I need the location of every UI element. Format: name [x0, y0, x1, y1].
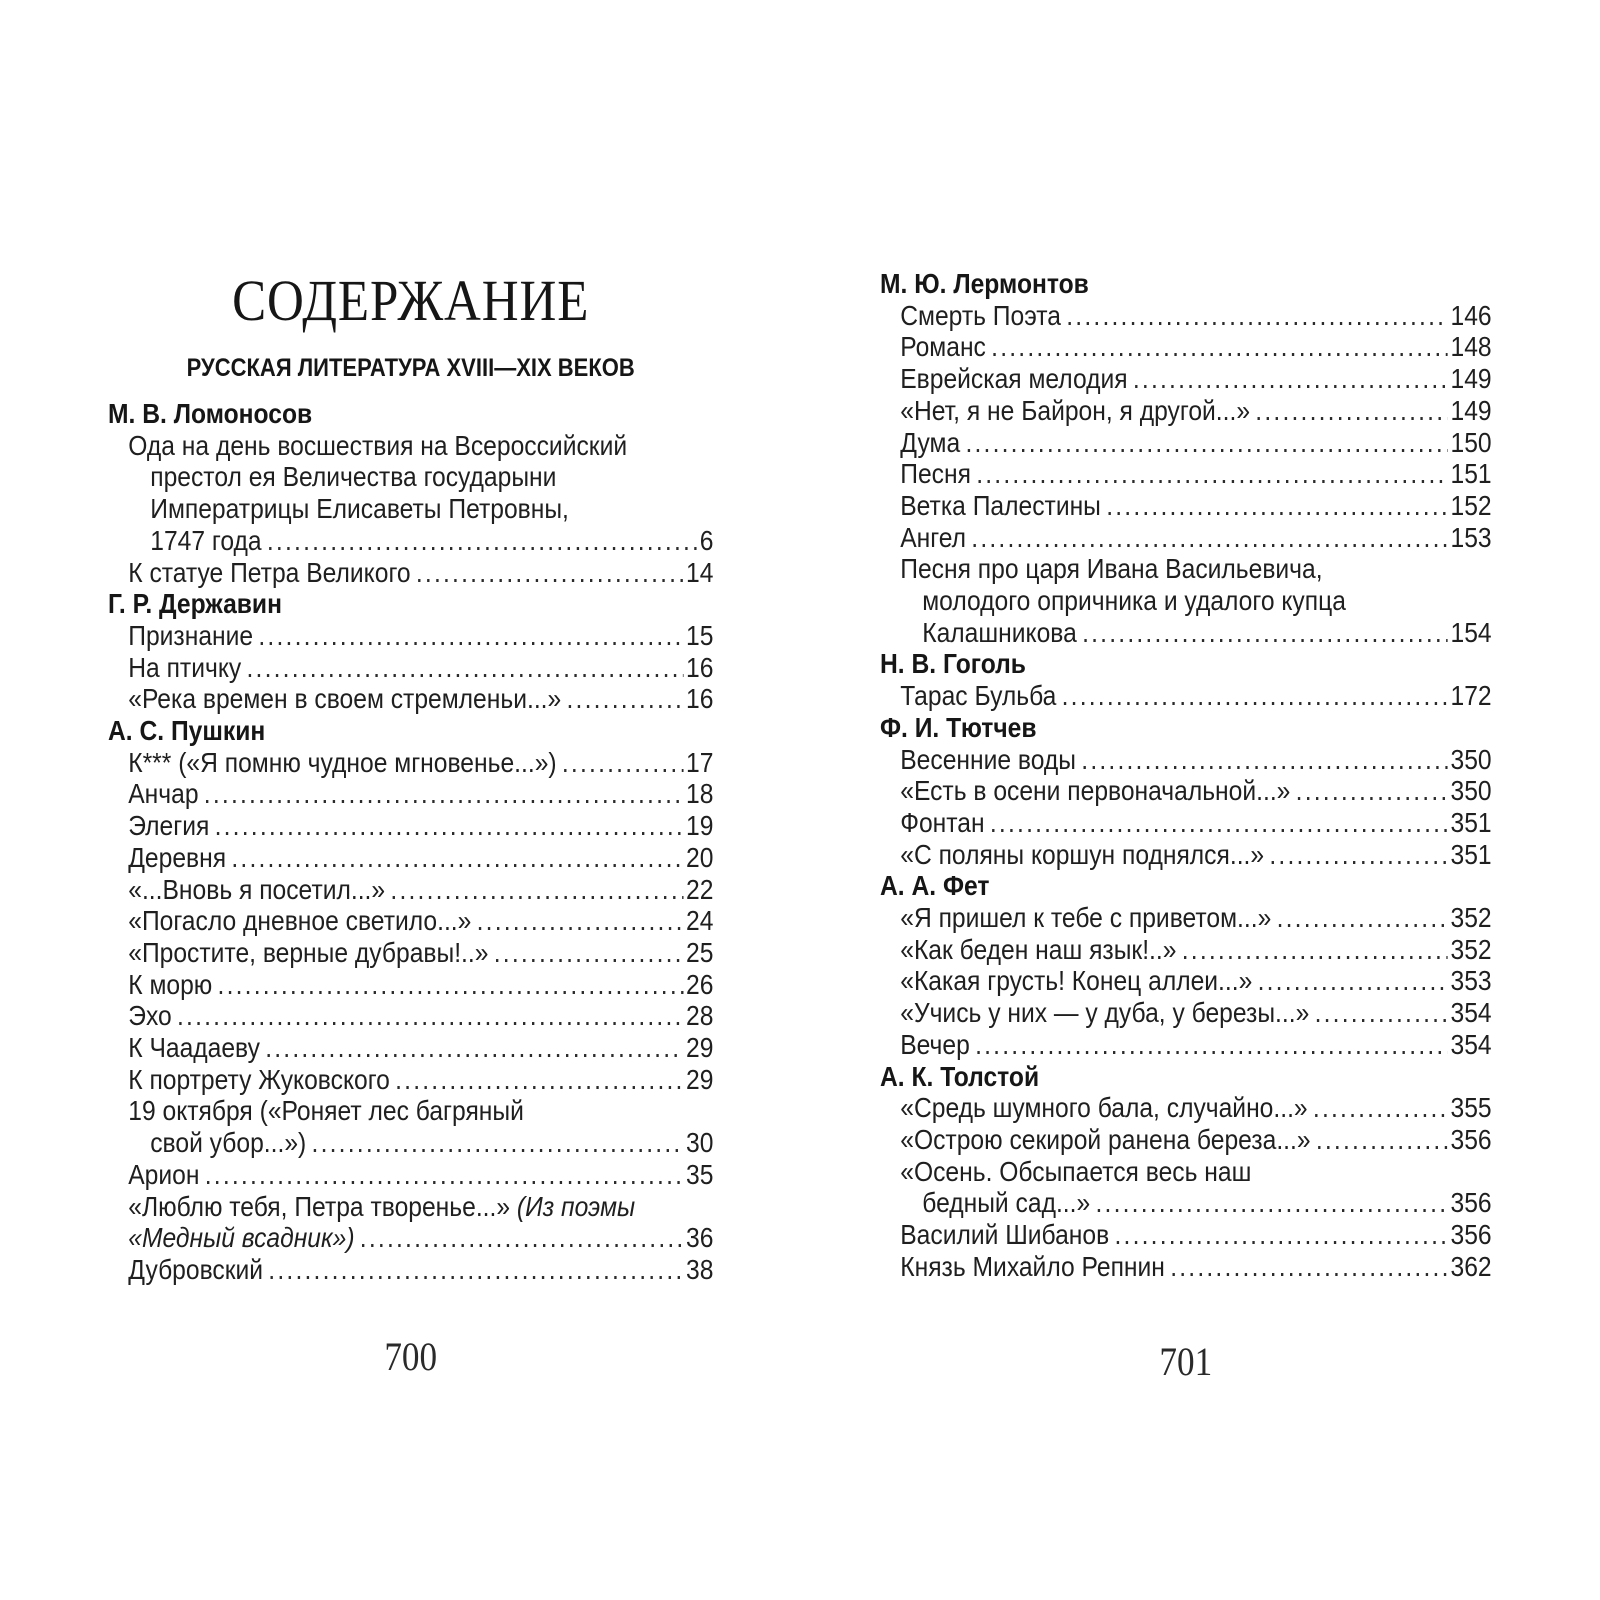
toc-entry-line: [108, 652, 713, 684]
toc-entry-line: [880, 395, 1492, 427]
toc-page-number: 20: [686, 841, 714, 873]
toc-entry-text: Анчар: [128, 778, 199, 810]
toc-entry-line: [108, 683, 713, 715]
toc-entry-line: [880, 934, 1492, 966]
dot-leader: [1170, 1251, 1448, 1283]
toc-entry-line: [108, 493, 713, 525]
toc-author-heading: М. Ю. Лермонтов: [880, 268, 1089, 299]
toc-list-right: [880, 268, 1492, 1283]
toc-entry-line: [880, 522, 1492, 554]
dot-leader: [1133, 363, 1448, 395]
dot-leader: [1316, 1124, 1448, 1156]
toc-entry-text: «Медный всадник»): [128, 1222, 355, 1254]
dot-leader: [312, 1127, 684, 1159]
page-number-right: 701: [1159, 1339, 1213, 1384]
toc-entry-text: «Осень. Обсыпается весь наш: [900, 1155, 1252, 1187]
dot-leader: [1082, 617, 1448, 649]
dot-leader: [971, 522, 1448, 554]
toc-page-number: 28: [686, 1000, 714, 1032]
toc-entry-line: [108, 874, 713, 906]
toc-entry-text: Князь Михайло Репнин: [900, 1250, 1165, 1282]
toc-entry-line: [108, 430, 713, 462]
toc-entry-text: Василий Шибанов: [900, 1219, 1110, 1251]
toc-entry-text: Арион: [128, 1158, 200, 1190]
toc-page-number: 353: [1450, 965, 1492, 997]
toc-page-number: 356: [1450, 1123, 1492, 1155]
dot-leader: [1062, 680, 1448, 712]
left-page: [108, 252, 713, 1452]
toc-page-number: 16: [686, 651, 714, 683]
toc-entry-line: [880, 775, 1492, 807]
toc-entry-line: [108, 1000, 713, 1032]
toc-page-number: 26: [686, 968, 714, 1000]
toc-entry-line: [880, 458, 1492, 490]
dot-leader: [416, 557, 684, 589]
toc-entry-text: К*** («Я помню чудное мгновенье...»): [128, 746, 557, 778]
toc-page-number: 354: [1450, 1028, 1492, 1060]
toc-entry-line: [108, 620, 713, 652]
toc-page-number: 6: [699, 524, 714, 556]
toc-entry-line: [108, 1191, 713, 1223]
toc-page-number: 149: [1450, 394, 1492, 426]
dot-leader: [231, 842, 683, 874]
dot-leader: [218, 969, 684, 1001]
dot-leader: [975, 1029, 1448, 1061]
toc-page-number: 154: [1450, 616, 1492, 648]
toc-page-number: 153: [1450, 521, 1492, 553]
toc-entry-text: «Нет, я не Байрон, я другой...»: [900, 394, 1251, 426]
toc-entry-line: [880, 1187, 1492, 1219]
toc-page-number: 362: [1450, 1250, 1492, 1282]
dot-leader: [1315, 997, 1448, 1029]
dot-leader: [1258, 965, 1448, 997]
toc-entry-line: [880, 427, 1492, 459]
dot-leader: [477, 905, 684, 937]
toc-entry-line: [108, 842, 713, 874]
toc-entry-text: Ветка Палестины: [900, 489, 1101, 521]
toc-entry-line: [880, 965, 1492, 997]
toc-author-heading: Ф. И. Тютчев: [880, 711, 1037, 743]
toc-entry-line: [880, 839, 1492, 871]
dot-leader: [177, 1000, 683, 1032]
dot-leader: [395, 1064, 683, 1096]
toc-page-number: 29: [686, 1063, 714, 1095]
toc-entry-line: [108, 1032, 713, 1064]
toc-author-heading: Н. В. Гоголь: [880, 648, 1026, 680]
toc-entry-text: бедный сад...»: [922, 1187, 1091, 1219]
toc-entry-text: К портрету Жуковского: [128, 1063, 390, 1095]
toc-page-number: 352: [1450, 902, 1492, 934]
toc-entry-line: [108, 1159, 713, 1191]
toc-entry-line: [880, 1219, 1492, 1251]
toc-entry-line: [108, 905, 713, 937]
toc-entry-text: «С поляны коршун поднялся...»: [900, 838, 1265, 870]
toc-entry-text: Вечер: [900, 1028, 970, 1060]
dot-leader: [390, 874, 683, 906]
toc-entry-line: [108, 810, 713, 842]
toc-entry-line: [108, 969, 713, 1001]
toc-list-left: [108, 398, 713, 1286]
toc-entry-line: [108, 747, 713, 779]
toc-entry-text: Признание: [128, 619, 254, 651]
toc-page-number: 352: [1450, 933, 1492, 965]
toc-entry-text: Калашникова: [922, 616, 1077, 648]
dot-leader: [976, 458, 1448, 490]
dot-leader: [1114, 1219, 1447, 1251]
toc-entry-line: [880, 331, 1492, 363]
toc-author-heading: А. С. Пушкин: [108, 715, 266, 747]
toc-entry-text: Императрицы Елисаветы Петровны,: [150, 493, 569, 525]
toc-entry-text: Ангел: [900, 521, 966, 553]
dot-leader: [1095, 1187, 1447, 1219]
toc-page-number: 151: [1450, 458, 1492, 490]
dot-leader: [562, 747, 683, 779]
toc-entry-line: [880, 1092, 1492, 1124]
toc-entry-text: К статуе Петра Великого: [128, 556, 411, 588]
toc-page-number: 351: [1450, 806, 1492, 838]
toc-page-number: 17: [686, 746, 714, 778]
toc-entry-line: [108, 1064, 713, 1096]
dot-leader: [566, 683, 683, 715]
toc-entry-line: [108, 778, 713, 810]
toc-entry-text: «Какая грусть! Конец аллеи...»: [900, 965, 1253, 997]
dot-leader: [494, 937, 684, 969]
toc-page-number: 148: [1450, 331, 1492, 363]
right-page: [880, 252, 1492, 1452]
page-number-left: 700: [384, 1334, 438, 1379]
toc-page-number: 172: [1450, 680, 1492, 712]
dot-leader: [205, 1159, 684, 1191]
toc-entry-line: [880, 1124, 1492, 1156]
toc-entry-line: [880, 617, 1492, 649]
dot-leader: [204, 778, 684, 810]
toc-entry-text: «Простите, верные дубравы!..»: [128, 936, 489, 968]
dot-leader: [267, 525, 697, 557]
toc-entry-text: Романс: [900, 331, 986, 363]
toc-page-number: 355: [1450, 1092, 1492, 1124]
toc-page-number: 152: [1450, 489, 1492, 521]
toc-entry-text: «Погасло дневное светило...»: [128, 905, 472, 937]
toc-entry-line: [880, 680, 1492, 712]
toc-page-number: 29: [686, 1032, 714, 1064]
toc-entry-text: Эхо: [128, 1000, 172, 1032]
toc-page-number: 15: [686, 619, 714, 651]
toc-entry-line: [880, 1029, 1492, 1061]
toc-entry-text: Элегия: [128, 810, 210, 842]
dot-leader: [991, 331, 1448, 363]
toc-entry-text: 1747 года: [150, 524, 262, 556]
toc-entry-text: Песня про царя Ивана Васильевича,: [900, 553, 1323, 585]
toc-page-number: 22: [686, 873, 714, 905]
toc-entry-text: Еврейская мелодия: [900, 363, 1128, 395]
toc-page-number: 35: [686, 1158, 714, 1190]
toc-author-heading: А. А. Фет: [880, 870, 990, 902]
dot-leader: [1277, 902, 1448, 934]
toc-entry-text: Деревня: [128, 841, 227, 873]
toc-page-number: 149: [1450, 363, 1492, 395]
toc-page-number: 146: [1450, 299, 1492, 331]
toc-page-number: 356: [1450, 1219, 1492, 1251]
dot-leader: [1182, 934, 1448, 966]
section-heading: РУССКАЯ ЛИТЕРАТУРА XVIII—XIX ВЕКОВ: [186, 354, 635, 382]
dot-leader: [1269, 839, 1447, 871]
toc-page-number: 356: [1450, 1187, 1492, 1219]
toc-page-number: 16: [686, 683, 714, 715]
toc-entry-text: «Река времен в своем стремленьи...»: [128, 683, 562, 715]
toc-entry-text: Песня: [900, 458, 971, 490]
toc-entry-line: [880, 585, 1492, 617]
dot-leader: [246, 652, 683, 684]
toc-page-number: 14: [686, 556, 714, 588]
dot-leader: [360, 1222, 684, 1254]
toc-page-number: 150: [1450, 426, 1492, 458]
toc-entry-line: [108, 461, 713, 493]
toc-entry-line: [880, 902, 1492, 934]
dot-leader: [215, 810, 684, 842]
toc-page-number: 18: [686, 778, 714, 810]
dot-leader: [1255, 395, 1448, 427]
dot-leader: [1106, 490, 1448, 522]
toc-entry-text: Весенние воды: [900, 743, 1076, 775]
toc-entry-text: На птичку: [128, 651, 242, 683]
toc-entry-text: молодого опричника и удалого купца: [922, 585, 1346, 617]
dot-leader: [990, 807, 1448, 839]
toc-entry-text: «Учись у них — у дуба, у березы...»: [900, 997, 1310, 1029]
toc-entry-line: [880, 363, 1492, 395]
toc-entry-text: «Средь шумного бала, случайно...»: [900, 1092, 1308, 1124]
dot-leader: [258, 620, 683, 652]
toc-entry-text: престол ея Величества государыни: [150, 461, 557, 493]
toc-entry-text: «Люблю тебя, Петра творенье...» (Из поэмы: [128, 1190, 636, 1222]
toc-entry-line: [880, 490, 1492, 522]
toc-entry-line: [880, 1251, 1492, 1283]
toc-entry-text: «Острою секирой ранена береза...»: [900, 1123, 1311, 1155]
toc-entry-text: «Как беден наш язык!..»: [900, 933, 1177, 965]
toc-entry-line: [880, 997, 1492, 1029]
dot-leader: [965, 427, 1447, 459]
toc-page-number: 350: [1450, 775, 1492, 807]
toc-entry-line: [108, 1127, 713, 1159]
toc-entry-text: Дума: [900, 426, 961, 458]
toc-entry-text: 19 октября («Роняет лес багряный: [128, 1095, 524, 1127]
toc-entry-text: «Я пришел к тебе с приветом...»: [900, 902, 1272, 934]
dot-leader: [1296, 775, 1448, 807]
toc-entry-text: К Чаадаеву: [128, 1032, 260, 1064]
toc-page-number: 25: [686, 936, 714, 968]
toc-entry-line: [108, 1222, 713, 1254]
toc-entry-line: [108, 937, 713, 969]
dot-leader: [1313, 1092, 1448, 1124]
toc-page-number: 19: [686, 810, 714, 842]
toc-page-number: 350: [1450, 743, 1492, 775]
dot-leader: [268, 1254, 683, 1286]
toc-page-number: 38: [686, 1253, 714, 1285]
toc-page-number: 30: [686, 1127, 714, 1159]
toc-author-heading: М. В. Ломоносов: [108, 398, 313, 429]
toc-entry-line: [880, 300, 1492, 332]
toc-author-heading: Г. Р. Державин: [108, 588, 282, 620]
toc-entry-text: Фонтан: [900, 806, 985, 838]
toc-entry-line: [108, 1095, 713, 1127]
toc-entry-line: [108, 525, 713, 557]
toc-page-number: 351: [1450, 838, 1492, 870]
toc-entry-line: [108, 1254, 713, 1286]
toc-entry-line: [880, 553, 1492, 585]
toc-page-number: 36: [686, 1222, 714, 1254]
dot-leader: [265, 1032, 683, 1064]
toc-entry-text: Ода на день восшествия на Всероссийский: [128, 429, 628, 461]
toc-author-heading: А. К. Толстой: [880, 1060, 1040, 1092]
toc-page-number: 354: [1450, 997, 1492, 1029]
toc-entry-text: Дубровский: [128, 1253, 264, 1285]
dot-leader: [1081, 744, 1448, 776]
contents-title: СОДЕРЖАНИЕ: [232, 268, 590, 333]
toc-entry-text: Тарас Бульба: [900, 680, 1057, 712]
toc-entry-line: [108, 557, 713, 589]
toc-page-number: 24: [686, 905, 714, 937]
dot-leader: [1066, 300, 1448, 332]
toc-entry-text: «Есть в осени первоначальной...»: [900, 775, 1291, 807]
toc-entry-text: Смерть Поэта: [900, 299, 1061, 331]
toc-entry-text: «...Вновь я посетил...»: [128, 873, 386, 905]
toc-entry-text: К морю: [128, 968, 213, 1000]
toc-entry-line: [880, 1156, 1492, 1188]
toc-entry-line: [880, 744, 1492, 776]
toc-entry-line: [880, 807, 1492, 839]
toc-entry-text: свой убор...»): [150, 1127, 307, 1159]
